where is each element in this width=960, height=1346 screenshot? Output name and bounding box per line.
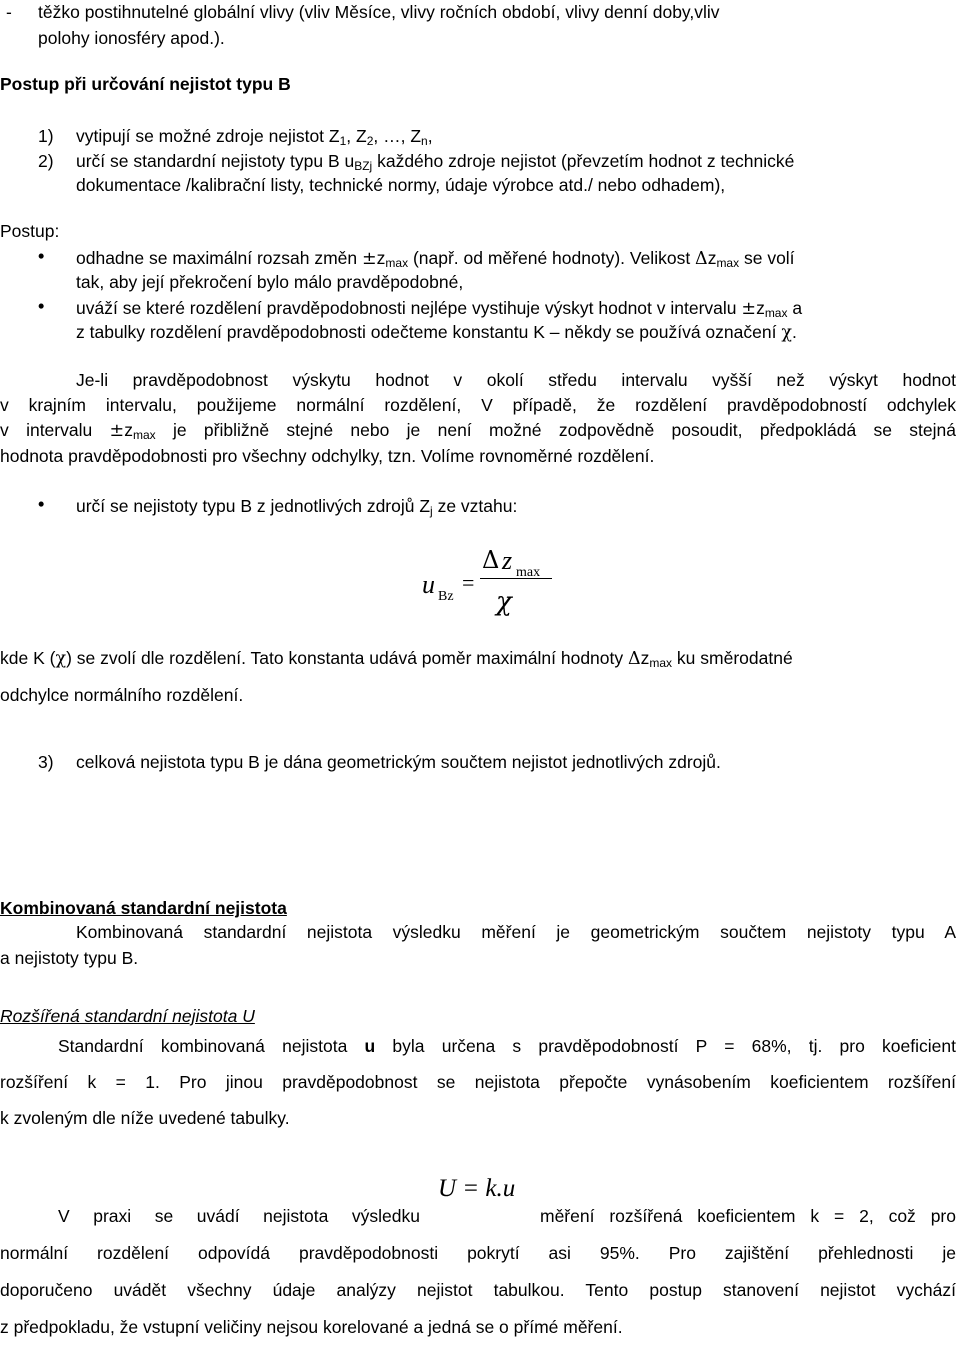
step-1-mid1: , Z [346, 126, 367, 146]
section-title-kombinovana: Kombinovaná standardní nejistota [0, 898, 287, 918]
formula-delta: Δ [482, 546, 500, 574]
section2-line2: a nejistoty typu B. [0, 948, 139, 968]
b3-a: určí se nejistoty typu B z jednotlivých zdrojů Z [76, 496, 431, 516]
para-line1: Je-li pravděpodobnost výskytu hodnot v okolí středu intervalu vyšší než výskyt hodnot [76, 370, 956, 390]
after-formula-text [0, 640, 956, 713]
para-z: z [124, 420, 133, 440]
para-sub: max [132, 428, 156, 442]
paragraph-distribution [0, 368, 956, 469]
bullet-1-line1 [76, 246, 795, 272]
b2-pm: ± [741, 299, 757, 319]
b3-sub: j [430, 504, 433, 518]
b2-sub: max [764, 306, 788, 320]
b2-b: a [787, 298, 803, 318]
bullet-2-line2 [76, 320, 797, 346]
step-3-number: 3) [38, 752, 54, 772]
af-a: kde K ( [0, 648, 56, 668]
formula-chi: χ [496, 587, 512, 617]
step-1-post: , [427, 126, 433, 146]
para-line3 [0, 418, 956, 444]
step-2-pre: určí se standardní nejistoty typu B u [76, 151, 355, 171]
af-c: ku směrodatné [672, 648, 793, 668]
b1-sub: max [385, 256, 409, 270]
b1-delta: Δ [695, 249, 708, 269]
step-2-line1 [76, 149, 794, 174]
bullet-3-text [76, 494, 517, 519]
step-2-line2: dokumentace /kalibrační listy, technické normy, údaje výrobce atd./ nebo odhadem), [76, 175, 726, 195]
b1-sub2: max [716, 256, 740, 270]
formula-sub-bz: Bz [438, 589, 454, 604]
section3-line2: rozšíření k = 1. Pro jinou pravděpodobnost se nejistota přepočte vynásobením koeficientem rozšíření [0, 1072, 956, 1092]
sub-1: 1 [339, 134, 347, 148]
b1-a: odhadne se maximální rozsah změn [76, 248, 362, 268]
after-formula-line1 [0, 640, 956, 677]
final-paragraph [0, 1198, 956, 1346]
s3-l1a: Standardní kombinovaná nejistota [58, 1036, 365, 1056]
formula-z: z [502, 546, 513, 575]
formula-ubz [420, 548, 560, 628]
para-line4: hodnota pravděpodobnosti pro všechny odchylky, tzn. Volíme rovnoměrné rozdělení. [0, 446, 655, 466]
step-1-text [76, 124, 433, 149]
bullet-dot-icon: • [36, 298, 47, 318]
b1-c: se volí [739, 248, 795, 268]
b1-pm: ± [361, 249, 377, 269]
final-l1b: měření rozšířená koeficientem k = 2, což pro [540, 1206, 956, 1226]
b1-b: (např. od měřené hodnoty). Velikost [408, 248, 696, 268]
step-1-pre: vytipují se možné zdroje nejistot Z [76, 126, 340, 146]
s3-l1c: byla určena s pravděpodobností P = 68%, tj. pro koeficient [375, 1036, 956, 1056]
af-z: z [640, 648, 650, 668]
after-formula-line2: odchylce normálního rozdělení. [0, 685, 244, 705]
para-pm: ± [109, 421, 125, 441]
formula-u: u [422, 570, 435, 599]
section-title-postup: Postup při určování nejistot typu B [0, 74, 291, 94]
section-title-rozsirena: Rozšířená standardní nejistota U [0, 1006, 255, 1026]
b2-a: uváží se které rozdělení pravděpodobnosti nejlépe vystihuje výskyt hodnot v intervalu [76, 298, 742, 318]
step-1-mid2: , …, Z [373, 126, 422, 146]
bullet-1-line2: tak, aby její překročení bylo málo pravděpodobné, [76, 272, 464, 292]
sub-n: n [421, 134, 428, 148]
b3-b: ze vztahu: [432, 496, 518, 516]
formula-max: max [516, 565, 541, 580]
bullet-dot-icon: • [36, 496, 47, 516]
sub-bzj: BZj [354, 159, 373, 173]
step-2-post: každého zdroje nejistot (převzetím hodnot z technické [372, 151, 795, 171]
section3-line3: k zvoleným dle níže uvedené tabulky. [0, 1108, 290, 1128]
final-l1a: V praxi se uvádí nejistota výsledku [58, 1206, 420, 1226]
af-sub: max [649, 656, 673, 670]
section3-body [0, 1028, 956, 1136]
top-item-line1: těžko postihnutelné globální vlivy (vliv Měsíce, vlivy ročních období, vlivy denní doby,vliv [38, 2, 720, 22]
b1-z: z [376, 248, 386, 268]
formula-u-ku: U = k.u [438, 1175, 516, 1202]
para-l3a: v intervalu [0, 420, 110, 440]
bullet-dot-icon: • [36, 248, 47, 268]
fraction-bar [480, 578, 552, 579]
af-chi: χ [55, 649, 67, 669]
b2-line2a: z tabulky rozdělení pravděpodobnosti odečteme konstantu K – někdy se používá označení [76, 322, 782, 342]
b1-z2: z [707, 248, 717, 268]
top-item-line2: polohy ionosféry apod.). [38, 28, 225, 48]
step-3-text: celková nejistota typu B je dána geometrickým součtem nejistot jednotlivých zdrojů. [76, 752, 721, 772]
final-line4: z předpokladu, že vstupní veličiny nejsou korelované a jedná se o přímé měření. [0, 1317, 623, 1337]
step-2-number: 2) [38, 151, 54, 171]
bullet-2-line1 [76, 296, 802, 322]
af-delta: Δ [628, 649, 641, 669]
af-b: ) se zvolí dle rozdělení. Tato konstanta udává poměr maximální hodnoty [66, 648, 628, 668]
postup-label: Postup: [0, 221, 60, 241]
sub-2: 2 [366, 134, 374, 148]
final-line2: normální rozdělení odpovídá pravděpodobnosti pokrytí asi 95%. Pro zajištění přehlednosti je [0, 1243, 956, 1263]
para-line2: v krajním intervalu, použijeme normální rozdělení, V případě, že rozdělení pravděpodobností odchylek [0, 395, 956, 415]
formula-equals: = [462, 570, 475, 595]
para-l3b: je přibližně stejné nebo je není možné zodpovědně posoudit, předpokládá se stejná [155, 420, 956, 440]
b2-z: z [756, 298, 765, 318]
b2-chi: χ [781, 323, 792, 343]
section2-body [0, 920, 956, 971]
final-line3: doporučeno uvádět všechny údaje analýzy nejistot tabulkou. Tento postup stanovení nejistot vychází [0, 1280, 956, 1300]
final-line1 [0, 1198, 956, 1235]
b2-line2b: . [791, 322, 797, 342]
section3-line1 [0, 1028, 956, 1064]
list-dash: - [6, 2, 12, 22]
section2-line1: Kombinovaná standardní nejistota výsledku měření je geometrickým součtem nejistoty typu A [76, 922, 956, 942]
step-1-number: 1) [38, 126, 54, 146]
s3-l1b: u [364, 1036, 376, 1056]
